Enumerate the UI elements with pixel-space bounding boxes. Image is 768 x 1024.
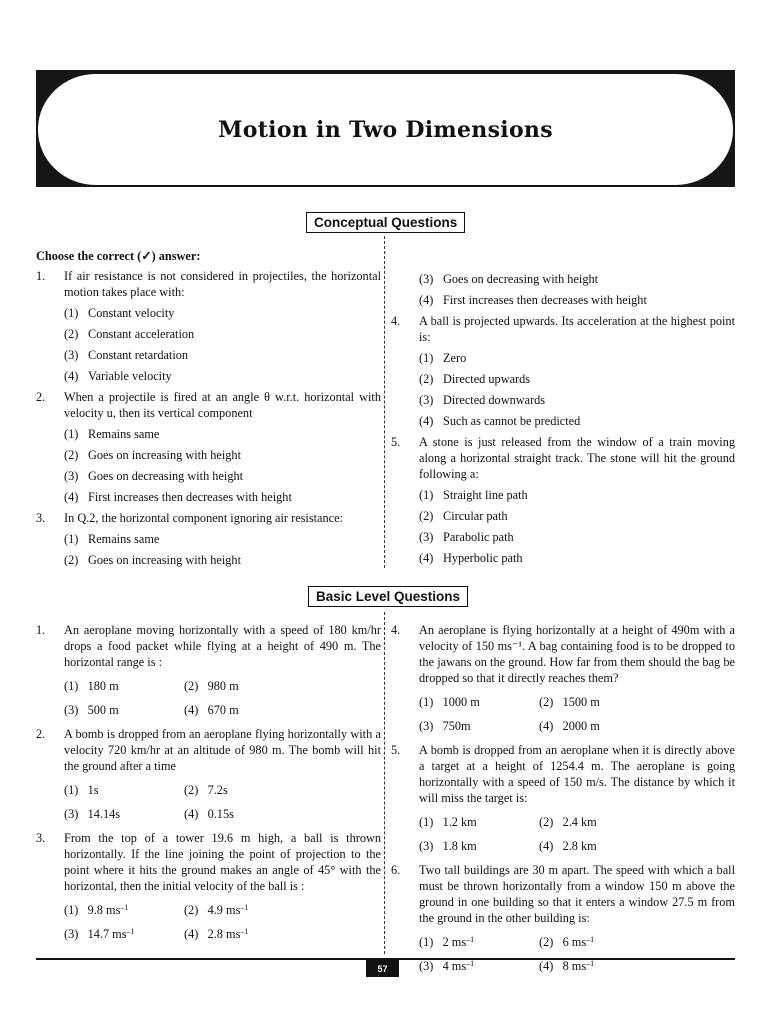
option — [539, 934, 659, 950]
option-superscript: –1 — [240, 927, 249, 936]
question-text: If air resistance is not considered in projectiles, the horizontal motion takes place with: — [64, 269, 381, 299]
option-row — [391, 814, 735, 830]
option — [539, 958, 659, 974]
option-number: (4) — [184, 927, 199, 941]
page-number: 57 — [366, 960, 399, 977]
option-number: (4) — [419, 414, 434, 428]
option-text: 2.8 km — [562, 839, 597, 853]
option-number: (1) — [64, 427, 79, 441]
option-number: (2) — [184, 679, 199, 693]
option-superscript: –1 — [466, 959, 475, 968]
option — [36, 305, 381, 321]
option-row — [391, 958, 735, 974]
option-text: Goes on decreasing with height — [88, 469, 244, 483]
option-superscript: –1 — [240, 903, 249, 912]
question — [391, 313, 735, 345]
option-number: (2) — [539, 695, 554, 709]
question-number: 3. — [36, 831, 46, 845]
option — [419, 838, 539, 854]
question — [36, 510, 381, 526]
option-number: (3) — [419, 959, 434, 973]
option-text: Goes on decreasing with height — [443, 272, 599, 286]
option-row — [36, 678, 381, 694]
option — [391, 529, 735, 545]
question-text: From the top of a tower 19.6 m high, a ball is thrown horizontally. If the line joining the point of projection to the point where it hits the ground makes an angle of 45° with the horizontal, then the initial velocity of the ball is : — [64, 831, 381, 893]
option — [36, 531, 381, 547]
question-number: 1. — [36, 623, 46, 637]
page-title: Motion in Two Dimensions — [218, 116, 553, 143]
option-text: 1000 m — [442, 695, 480, 709]
option-number: (1) — [419, 695, 434, 709]
option-number: (4) — [419, 551, 434, 565]
question-text: Two tall buildings are 30 m apart. The speed with which a ball must be thrown horizontally from a window 150 m above the ground in one building so that it enters a window 27.5 m from the ground in the other building is: — [419, 863, 735, 925]
option-number: (1) — [419, 488, 434, 502]
option-number: (2) — [64, 327, 79, 341]
option-row — [391, 934, 735, 950]
option-superscript: –1 — [586, 935, 595, 944]
option-text: 1.2 km — [442, 815, 477, 829]
option-row — [36, 926, 381, 942]
conceptual-left-column — [36, 248, 381, 573]
option-text: 180 m — [87, 679, 119, 693]
option-text: First increases then decreases with height — [88, 490, 292, 504]
option-number: (3) — [419, 393, 434, 407]
option-text: 14.7 ms — [87, 927, 127, 941]
option-number: (3) — [64, 703, 79, 717]
option-text: 8 ms — [562, 959, 587, 973]
option — [391, 371, 735, 387]
option-text: 2 ms — [442, 935, 467, 949]
option — [36, 326, 381, 342]
option — [419, 694, 539, 710]
option-number: (1) — [64, 903, 79, 917]
option — [539, 718, 659, 734]
option — [64, 678, 184, 694]
option — [64, 806, 184, 822]
option-number: (1) — [419, 935, 434, 949]
option-text: 6 ms — [562, 935, 587, 949]
option-number: (2) — [419, 372, 434, 386]
option-number: (3) — [419, 530, 434, 544]
option-number: (4) — [539, 959, 554, 973]
option-number: (1) — [419, 351, 434, 365]
column-divider — [384, 612, 385, 954]
question-number: 3. — [36, 511, 46, 525]
option-row — [391, 694, 735, 710]
option-text: 2000 m — [562, 719, 600, 733]
option-text: 2.8 ms — [207, 927, 241, 941]
column-divider — [384, 236, 385, 568]
option-row — [36, 806, 381, 822]
question-text: When a projectile is fired at an angle θ w.r.t. horizontal with velocity u, then its vertical component — [64, 390, 381, 420]
option-number: (4) — [419, 293, 434, 307]
option-text: Zero — [443, 351, 467, 365]
question-number: 2. — [36, 727, 46, 741]
option — [64, 782, 184, 798]
option-number: (2) — [539, 815, 554, 829]
question — [391, 434, 735, 482]
option — [36, 426, 381, 442]
option — [419, 934, 539, 950]
question-number: 1. — [36, 269, 46, 283]
option — [36, 347, 381, 363]
option-text: Parabolic path — [443, 530, 514, 544]
option-row — [391, 718, 735, 734]
option-number: (4) — [539, 719, 554, 733]
option — [36, 368, 381, 384]
option-number: (4) — [64, 369, 79, 383]
option — [391, 350, 735, 366]
option — [184, 806, 304, 822]
section-header-basic: Basic Level Questions — [308, 586, 468, 607]
option — [391, 508, 735, 524]
question-number: 2. — [36, 390, 46, 404]
option — [184, 782, 304, 798]
option-text: Remains same — [88, 532, 160, 546]
option-text: Directed downwards — [443, 393, 546, 407]
option — [391, 413, 735, 429]
option-number: (2) — [539, 935, 554, 949]
option-row — [36, 902, 381, 918]
option-number: (1) — [64, 679, 79, 693]
option-number: (3) — [64, 807, 79, 821]
question — [391, 622, 735, 686]
option — [419, 814, 539, 830]
option-number: (4) — [184, 807, 199, 821]
option-number: (4) — [184, 703, 199, 717]
option — [184, 926, 304, 942]
option-text: Remains same — [88, 427, 160, 441]
question — [36, 830, 381, 894]
option — [419, 958, 539, 974]
option-text: Goes on increasing with height — [88, 448, 241, 462]
option — [539, 838, 659, 854]
option — [64, 926, 184, 942]
option-number: (2) — [184, 903, 199, 917]
option-number: (2) — [184, 783, 199, 797]
option-number: (1) — [419, 815, 434, 829]
question-text: A ball is projected upwards. Its acceleration at the highest point is: — [419, 314, 735, 344]
question — [391, 742, 735, 806]
question-text: A stone is just released from the window of a train moving along a horizontal straight track. The stone will hit the ground following a: — [419, 435, 735, 481]
option-text: 1.8 km — [442, 839, 477, 853]
question-number: 4. — [391, 314, 401, 328]
question-number: 5. — [391, 743, 401, 757]
question — [391, 862, 735, 926]
option — [36, 468, 381, 484]
option — [391, 487, 735, 503]
option-text: 9.8 ms — [87, 903, 121, 917]
option-text: Such as cannot be predicted — [443, 414, 581, 428]
option-number: (1) — [64, 532, 79, 546]
option-text: Circular path — [443, 509, 508, 523]
option — [391, 550, 735, 566]
option-text: 500 m — [87, 703, 119, 717]
option — [419, 718, 539, 734]
option-text: Hyperbolic path — [443, 551, 523, 565]
option-text: 2.4 km — [562, 815, 597, 829]
option-superscript: –1 — [126, 927, 135, 936]
option-number: (1) — [64, 783, 79, 797]
option-text: Goes on increasing with height — [88, 553, 241, 567]
instruction-text: Choose the correct (✓) answer: — [36, 249, 201, 263]
option — [36, 447, 381, 463]
option-number: (2) — [419, 509, 434, 523]
question-text: In Q.2, the horizontal component ignoring air resistance: — [64, 511, 343, 525]
option-text: 1s — [87, 783, 99, 797]
option-number: (3) — [419, 839, 434, 853]
option-text: 4.9 ms — [207, 903, 241, 917]
question — [36, 389, 381, 421]
option-text: Constant velocity — [88, 306, 175, 320]
option-text: Directed upwards — [443, 372, 531, 386]
option-number: (3) — [64, 469, 79, 483]
option — [36, 489, 381, 505]
option-text: 980 m — [207, 679, 239, 693]
option-text: 0.15s — [207, 807, 234, 821]
option-text: 7.2s — [207, 783, 228, 797]
option-number: (3) — [64, 348, 79, 362]
option — [184, 678, 304, 694]
option — [64, 902, 184, 918]
option-number: (2) — [64, 448, 79, 462]
question-number: 4. — [391, 623, 401, 637]
option-number: (4) — [539, 839, 554, 853]
option — [184, 902, 304, 918]
option-row — [391, 838, 735, 854]
option-number: (3) — [419, 272, 434, 286]
option — [391, 271, 735, 287]
question-text: A bomb is dropped from an aeroplane flying horizontally with a velocity 720 km/hr at an altitude of 980 m. The bomb will hit the ground after a time — [64, 727, 381, 773]
option — [64, 702, 184, 718]
conceptual-right-column — [391, 266, 735, 571]
question-number: 5. — [391, 435, 401, 449]
question — [36, 622, 381, 670]
option-number: (4) — [64, 490, 79, 504]
option-text: 4 ms — [442, 959, 467, 973]
section-header-conceptual: Conceptual Questions — [306, 212, 465, 233]
option-text: Straight line path — [443, 488, 528, 502]
basic-right-column — [391, 622, 735, 982]
question-text: An aeroplane is flying horizontally at a height of 490m with a velocity of 150 ms⁻¹. A bag containing food is to be dropped to the jawans on the ground. How far from them should the bag be dropped so that it directly reaches them? — [419, 623, 735, 685]
option-number: (3) — [419, 719, 434, 733]
option-superscript: –1 — [466, 935, 475, 944]
basic-left-column — [36, 622, 381, 950]
question — [36, 268, 381, 300]
option-superscript: –1 — [586, 959, 595, 968]
option-row — [36, 702, 381, 718]
question-number: 6. — [391, 863, 401, 877]
option-superscript: –1 — [120, 903, 129, 912]
option — [539, 694, 659, 710]
option-text: First increases then decreases with height — [443, 293, 647, 307]
option-number: (2) — [64, 553, 79, 567]
option-text: Variable velocity — [88, 369, 172, 383]
option-text: 670 m — [207, 703, 239, 717]
title-oval — [38, 74, 733, 185]
option-text: 750m — [442, 719, 471, 733]
option — [391, 292, 735, 308]
question-text: An aeroplane moving horizontally with a speed of 180 km/hr drops a food packet while flying at a height of 490 m. The horizontal range is : — [64, 623, 381, 669]
option — [36, 552, 381, 568]
option-text: Constant acceleration — [88, 327, 195, 341]
question-text: A bomb is dropped from an aeroplane when it is directly above a target at a height of 1254.4 m. The aeroplane is going horizontally with a speed of 150 m/s. The distance by which it will miss the target is: — [419, 743, 735, 805]
option-row — [36, 782, 381, 798]
option-number: (1) — [64, 306, 79, 320]
option-text: 14.14s — [87, 807, 121, 821]
option-text: 1500 m — [562, 695, 600, 709]
option — [184, 702, 304, 718]
option-number: (3) — [64, 927, 79, 941]
option — [391, 392, 735, 408]
option-text: Constant retardation — [88, 348, 189, 362]
question — [36, 726, 381, 774]
option — [539, 814, 659, 830]
